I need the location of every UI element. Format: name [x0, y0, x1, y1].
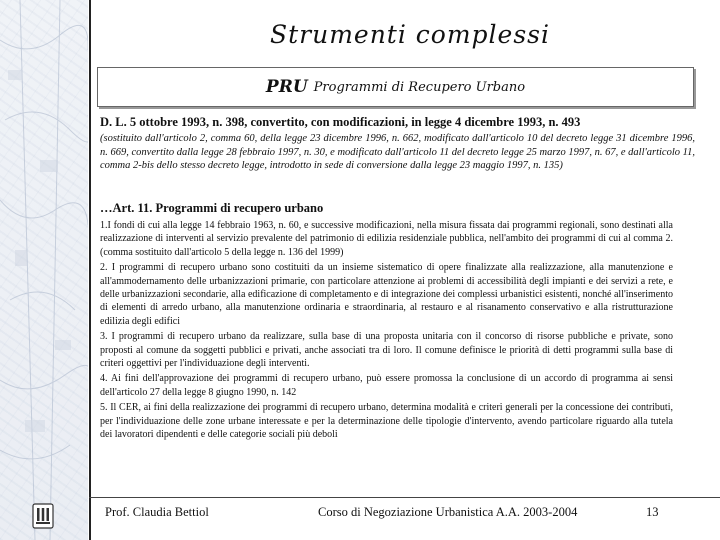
- paragraph-5: 5. Il CER, ai fini della realizzazione dei programmi di recupero urbano, determina modalità e criteri generali per la concessione dei contributi, per l'individuazione delle zone urbane interessate e per la determinazione delle tipologie d'intervento, avendo particolare riguardo alla tutela dei lavoratori dipendenti e delle categorie sociali più deboli: [100, 402, 673, 441]
- paragraph-1: 1.I fondi di cui alla legge 14 febbraio 1963, n. 60, e successive modificazioni, nella misura fissata dai programmi regionali, sono destinati alla realizzazione di interventi al servizio prevalente del patrimonio di edilizia residenziale pubblica, nell'ambito dei programmi di cui al comma 2. (comma sostituito dall'articolo 5 della legge n. 136 del 1999): [100, 220, 673, 258]
- paragraph-4: 4. Ai fini dell'approvazione dei programmi di recupero urbano, può essere promossa la conclusione di un accordo di programma ai sensi dell'articolo 27 della legge 8 giugno 1990, n. 142: [100, 373, 673, 398]
- footer-course: Corso di Negoziazione Urbanistica A.A. 2003-2004: [318, 505, 578, 519]
- paragraph-3: 3. I programmi di recupero urbano da realizzare, sulla base di una proposta unitaria con il concorso di risorse pubbliche e private, sono proposti al comune da soggetti pubblici e privati, anche associati tra di loro. Il comune definisce le priorità di detti programmi sulla base di criteri oggettivi per l'individuazione degli interventi.: [100, 331, 673, 370]
- footer-author: Prof. Claudia Bettiol: [105, 505, 209, 519]
- page-number: 13: [646, 505, 659, 519]
- law-heading: D. L. 5 ottobre 1993, n. 398, convertito, con modificazioni, in legge 4 dicembre 1993, n. 493: [100, 115, 581, 129]
- map-illustration: [0, 0, 88, 540]
- footer-divider-line: [89, 497, 720, 498]
- law-note: (sostituito dall'articolo 2, comma 60, della legge 23 dicembre 1996, n. 662, modificato dall'articolo 10 del decreto legge 31 dicembre 1996, n. 669, convertito dalla legge 28 febbraio 1997, n. 30, e modificato dall'articolo 11 del decreto legge 25 marzo 1997, n. 67, e dall'articolo 11, comma 2-bis dello stesso decreto legge, introdotto in sede di conversione dalla legge 23 maggio 1997, n. 135): [100, 133, 695, 172]
- paragraph-2: 2. I programmi di recupero urbano sono costituiti da un insieme sistematico di opere finalizzate alla realizzazione, alla manutenzione e all'ammodernamento delle urbanizzazioni primarie, con particolare attenzione ai problemi di accessibilità degli impianti e dei servizi a rete, e delle urbanizzazioni secondarie, alla edificazione di completamento e di integrazione dei complessi urbanistici esistenti, nonché all'inserimento di elementi di arredo urbano, alla manutenzione ordinaria e straordinaria, al restauro e al risanamento conservativo e alla ristrutturazione edilizia degli edifici: [100, 262, 673, 327]
- subtitle-abbreviation: PRU: [265, 77, 308, 97]
- decorative-map-strip: [0, 0, 88, 540]
- left-divider-line: [89, 0, 91, 540]
- article-body: [100, 219, 673, 444]
- subtitle-full-name: Programmi di Recupero Urbano: [313, 79, 526, 95]
- article-heading: …Art. 11. Programmi di recupero urbano: [100, 201, 324, 215]
- university-logo-icon: [32, 503, 54, 529]
- subtitle-box: [97, 67, 694, 107]
- page-title: Strumenti complessi: [269, 20, 551, 49]
